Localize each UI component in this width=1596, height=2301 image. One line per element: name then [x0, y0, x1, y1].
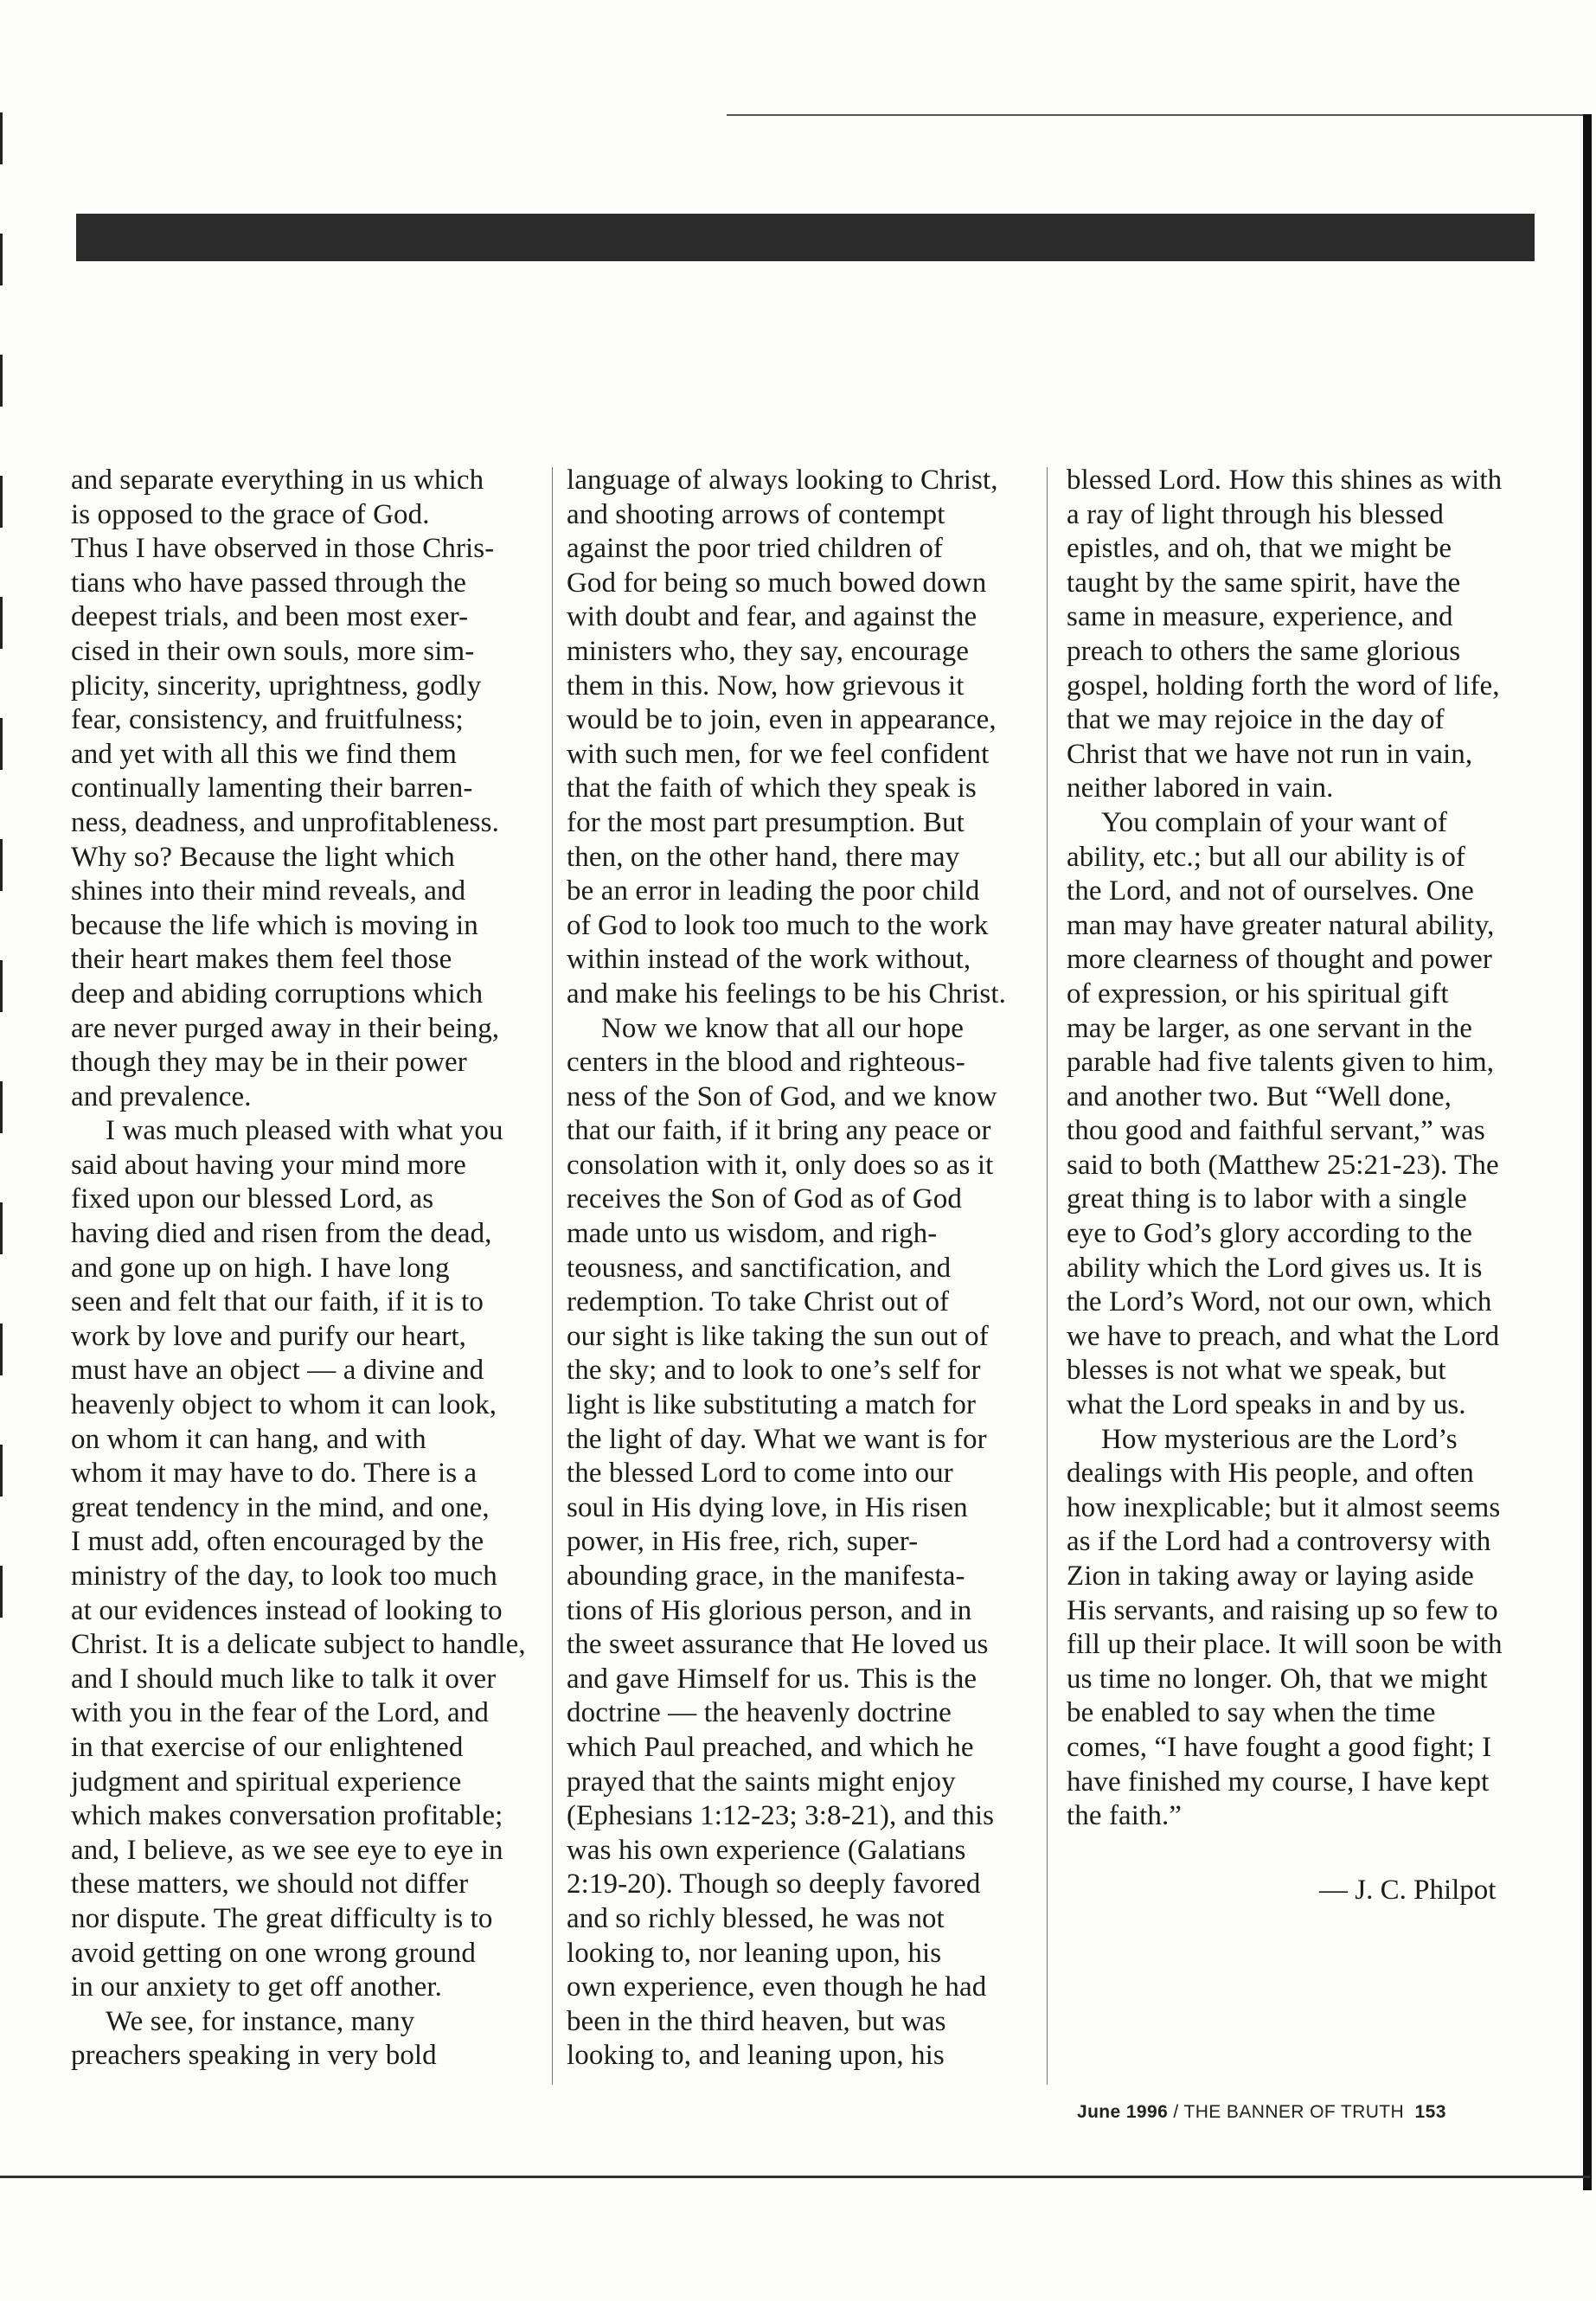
text-line: the sky; and to look to one’s self for: [567, 1355, 981, 1387]
text-line: our sight is like taking the sun out of: [567, 1320, 989, 1352]
text-line: with such men, for we feel confident: [567, 738, 990, 770]
text-line: whom it may have to do. There is a: [71, 1458, 478, 1490]
text-line: on whom it can hang, and with: [71, 1423, 426, 1455]
text-line: looking to, nor leaning upon, his: [567, 1937, 942, 1969]
text-line: are never purged away in their being,: [71, 1012, 500, 1044]
page-footer: [1077, 2102, 1446, 2123]
text-line: would be to join, even in appearance,: [567, 704, 997, 736]
text-line: tions of His glorious person, and in: [567, 1594, 972, 1626]
text-line: and make his feelings to be his Christ.: [567, 977, 1006, 1009]
text-line: epistles, and oh, that we might be: [1067, 533, 1452, 565]
text-line: because the life which is moving in: [71, 909, 478, 941]
text-line: teousness, and sanctification, and: [567, 1252, 952, 1284]
page-number: 153: [1414, 2102, 1446, 2122]
text-line: preachers speaking in very bold: [71, 2040, 437, 2072]
text-line: in that exercise of our enlightened: [71, 1731, 464, 1763]
right-edge-rule: [1583, 114, 1592, 2190]
text-line: centers in the blood and righteous-: [567, 1047, 965, 1079]
text-column-1: [71, 464, 538, 2073]
text-line: His servants, and raising up so few to: [1067, 1594, 1498, 1626]
text-line: God for being so much bowed down: [567, 567, 987, 599]
text-line: and so richly blessed, he was not: [567, 1902, 945, 1934]
text-line: and prevalence.: [71, 1080, 252, 1112]
text-line: tians who have passed through the: [71, 567, 466, 599]
text-line: and gone up on high. I have long: [71, 1252, 450, 1284]
text-line: for the most part presumption. But: [567, 806, 965, 838]
text-line: a ray of light through his blessed: [1067, 498, 1444, 530]
text-line: fear, consistency, and fruitfulness;: [71, 704, 464, 736]
text-line: the Lord, and not of ourselves. One: [1067, 875, 1474, 907]
text-line: deep and abiding corruptions which: [71, 977, 484, 1009]
text-line: own experience, even though he had: [567, 1971, 987, 2003]
text-line: blessed Lord. How this shines as with: [1067, 465, 1503, 496]
text-line: these matters, we should not differ: [71, 1868, 469, 1900]
text-line: great tendency in the mind, and one,: [71, 1491, 490, 1523]
text-line: comes, “I have fought a good fight; I: [1067, 1731, 1492, 1763]
text-line: said about having your mind more: [71, 1149, 466, 1181]
text-line: what the Lord speaks in and by us.: [1067, 1389, 1466, 1421]
text-line: parable had five talents given to him,: [1067, 1047, 1495, 1079]
footer-separator: /: [1168, 2102, 1184, 2122]
text-line: continually lamenting their barren-: [71, 772, 473, 804]
author-signature: — J. C. Philpot: [1319, 1875, 1497, 1906]
text-line: and I should much like to talk it over: [71, 1663, 497, 1695]
text-line: said to both (Matthew 25:21-23). The: [1067, 1149, 1499, 1181]
text-line: of God to look too much to the work: [567, 909, 989, 941]
text-line: the blessed Lord to come into our: [567, 1458, 953, 1490]
text-line: ministry of the day, to look too much: [71, 1561, 497, 1592]
text-line: redemption. To take Christ out of: [567, 1286, 950, 1318]
text-line: preach to others the same glorious: [1067, 635, 1461, 667]
text-line: fill up their place. It will soon be with: [1067, 1629, 1503, 1661]
bottom-rule: [0, 2176, 1590, 2178]
text-line: in our anxiety to get off another.: [71, 1971, 442, 2003]
text-line: seen and felt that our faith, if it is to: [71, 1286, 484, 1318]
text-line: ministers who, they say, encourage: [567, 635, 969, 667]
text-line: Thus I have observed in those Chris-: [71, 533, 495, 565]
text-line: and separate everything in us which: [71, 465, 484, 496]
column-divider-1: [552, 467, 553, 2085]
text-line: ability which the Lord gives us. It is: [1067, 1252, 1483, 1284]
text-line: fixed upon our blessed Lord, as: [71, 1183, 434, 1215]
text-line: have finished my course, I have kept: [1067, 1766, 1490, 1798]
text-line: the Lord’s Word, not our own, which: [1067, 1286, 1492, 1318]
text-column-3: [1067, 464, 1534, 1834]
text-line: and another two. But “Well done,: [1067, 1080, 1452, 1112]
text-line: I must add, often encouraged by the: [71, 1526, 484, 1558]
text-line: (Ephesians 1:12-23; 3:8-21), and this: [567, 1800, 995, 1832]
footer-publication: THE BANNER OF TRUTH: [1183, 2102, 1405, 2122]
text-line: neither labored in vain.: [1067, 772, 1334, 804]
text-line: may be larger, as one servant in the: [1067, 1012, 1472, 1044]
text-line: soul in His dying love, in His risen: [567, 1491, 968, 1523]
text-line: thou good and faithful servant,” was: [1067, 1115, 1485, 1147]
text-line: and shooting arrows of contempt: [567, 498, 945, 530]
text-line: cised in their own souls, more sim-: [71, 635, 475, 667]
text-line: the faith.”: [1067, 1800, 1183, 1832]
text-line: light is like substituting a match for: [567, 1389, 977, 1421]
text-line: great thing is to labor with a single: [1067, 1183, 1467, 1215]
text-line: language of always looking to Christ,: [567, 465, 998, 496]
text-line: which makes conversation profitable;: [71, 1800, 503, 1832]
text-line: Now we know that all our hope: [601, 1012, 964, 1044]
text-line: Christ that we have not run in vain,: [1067, 738, 1473, 770]
text-line: within instead of the work without,: [567, 944, 971, 976]
text-line: 2:19-20). Though so deeply favored: [567, 1868, 981, 1900]
text-line: Why so? Because the light which: [71, 841, 455, 873]
text-line: with you in the fear of the Lord, and: [71, 1697, 489, 1729]
text-line: of expression, or his spiritual gift: [1067, 977, 1449, 1009]
text-line: heavenly object to whom it can look,: [71, 1389, 497, 1421]
text-line: then, on the other hand, there may: [567, 841, 960, 873]
text-line: ability, etc.; but all our ability is of: [1067, 841, 1466, 873]
text-line: deepest trials, and been most exer-: [71, 601, 469, 633]
text-line: power, in His free, rich, super-: [567, 1526, 919, 1558]
text-line: and, I believe, as we see eye to eye in: [71, 1834, 503, 1866]
text-line: was his own experience (Galatians: [567, 1834, 966, 1866]
header-bar: [76, 214, 1535, 261]
text-line: looking to, and leaning upon, his: [567, 2040, 945, 2072]
text-line: is opposed to the grace of God.: [71, 498, 430, 530]
text-line: and yet with all this we find them: [71, 738, 458, 770]
text-line: judgment and spiritual experience: [71, 1766, 462, 1798]
text-line: dealings with His people, and often: [1067, 1458, 1474, 1490]
text-line: though they may be in their power: [71, 1047, 467, 1079]
text-line: avoid getting on one wrong ground: [71, 1937, 476, 1969]
text-line: must have an object — a divine and: [71, 1355, 484, 1387]
text-line: we have to preach, and what the Lord: [1067, 1320, 1500, 1352]
text-line: that the faith of which they speak is: [567, 772, 977, 804]
text-line: as if the Lord had a controversy with: [1067, 1526, 1491, 1558]
text-line: man may have greater natural ability,: [1067, 909, 1495, 941]
footer-date: June 1996: [1077, 2102, 1169, 2122]
text-line: Zion in taking away or laying aside: [1067, 1561, 1474, 1592]
text-line: made unto us wisdom, and righ-: [567, 1218, 938, 1250]
text-line: and gave Himself for us. This is the: [567, 1663, 977, 1695]
text-line: be an error in leading the poor child: [567, 875, 980, 907]
text-line: prayed that the saints might enjoy: [567, 1766, 956, 1798]
column-divider-2: [1047, 467, 1048, 2085]
text-line: at our evidences instead of looking to: [71, 1594, 503, 1626]
text-line: ness, deadness, and unprofitableness.: [71, 806, 499, 838]
text-line: receives the Son of God as of God: [567, 1183, 962, 1215]
text-line: the light of day. What we want is for: [567, 1423, 987, 1455]
text-line: You complain of your want of: [1101, 806, 1447, 838]
text-line: which Paul preached, and which he: [567, 1731, 974, 1763]
text-line: nor dispute. The great difficulty is to: [71, 1902, 493, 1934]
text-line: shines into their mind reveals, and: [71, 875, 466, 907]
text-line: same in measure, experience, and: [1067, 601, 1453, 633]
text-line: taught by the same spirit, have the: [1067, 567, 1461, 599]
text-line: more clearness of thought and power: [1067, 944, 1492, 976]
text-line: that our faith, if it bring any peace or: [567, 1115, 991, 1147]
text-line: plicity, sincerity, uprightness, godly: [71, 670, 482, 702]
text-line: how inexplicable; but it almost seems: [1067, 1491, 1501, 1523]
text-line: abounding grace, in the manifesta-: [567, 1561, 965, 1592]
text-column-2: [567, 464, 1034, 2073]
text-line: ness of the Son of God, and we know: [567, 1080, 997, 1112]
text-line: doctrine — the heavenly doctrine: [567, 1697, 952, 1729]
text-line: How mysterious are the Lord’s: [1101, 1423, 1458, 1455]
left-edge-marks: [0, 112, 3, 1687]
text-line: the sweet assurance that He loved us: [567, 1629, 989, 1661]
text-line: We see, for instance, many: [106, 2005, 415, 2037]
text-line: them in this. Now, how grievous it: [567, 670, 965, 702]
text-line: eye to God’s glory according to the: [1067, 1218, 1473, 1250]
text-line: gospel, holding forth the word of life,: [1067, 670, 1500, 702]
text-line: blesses is not what we speak, but: [1067, 1355, 1446, 1387]
text-line: consolation with it, only does so as it: [567, 1149, 994, 1181]
top-rule: [727, 114, 1583, 116]
text-line: been in the third heaven, but was: [567, 2005, 946, 2037]
text-line: against the poor tried children of: [567, 533, 944, 565]
text-line: be enabled to say when the time: [1067, 1697, 1436, 1729]
text-line: I was much pleased with what you: [106, 1115, 503, 1147]
text-line: work by love and purify our heart,: [71, 1320, 467, 1352]
text-line: us time no longer. Oh, that we might: [1067, 1663, 1488, 1695]
text-line: that we may rejoice in the day of: [1067, 704, 1445, 736]
text-line: Christ. It is a delicate subject to handle,: [71, 1629, 526, 1661]
text-line: with doubt and fear, and against the: [567, 601, 977, 633]
text-line: their heart makes them feel those: [71, 944, 452, 976]
text-line: having died and risen from the dead,: [71, 1218, 492, 1250]
